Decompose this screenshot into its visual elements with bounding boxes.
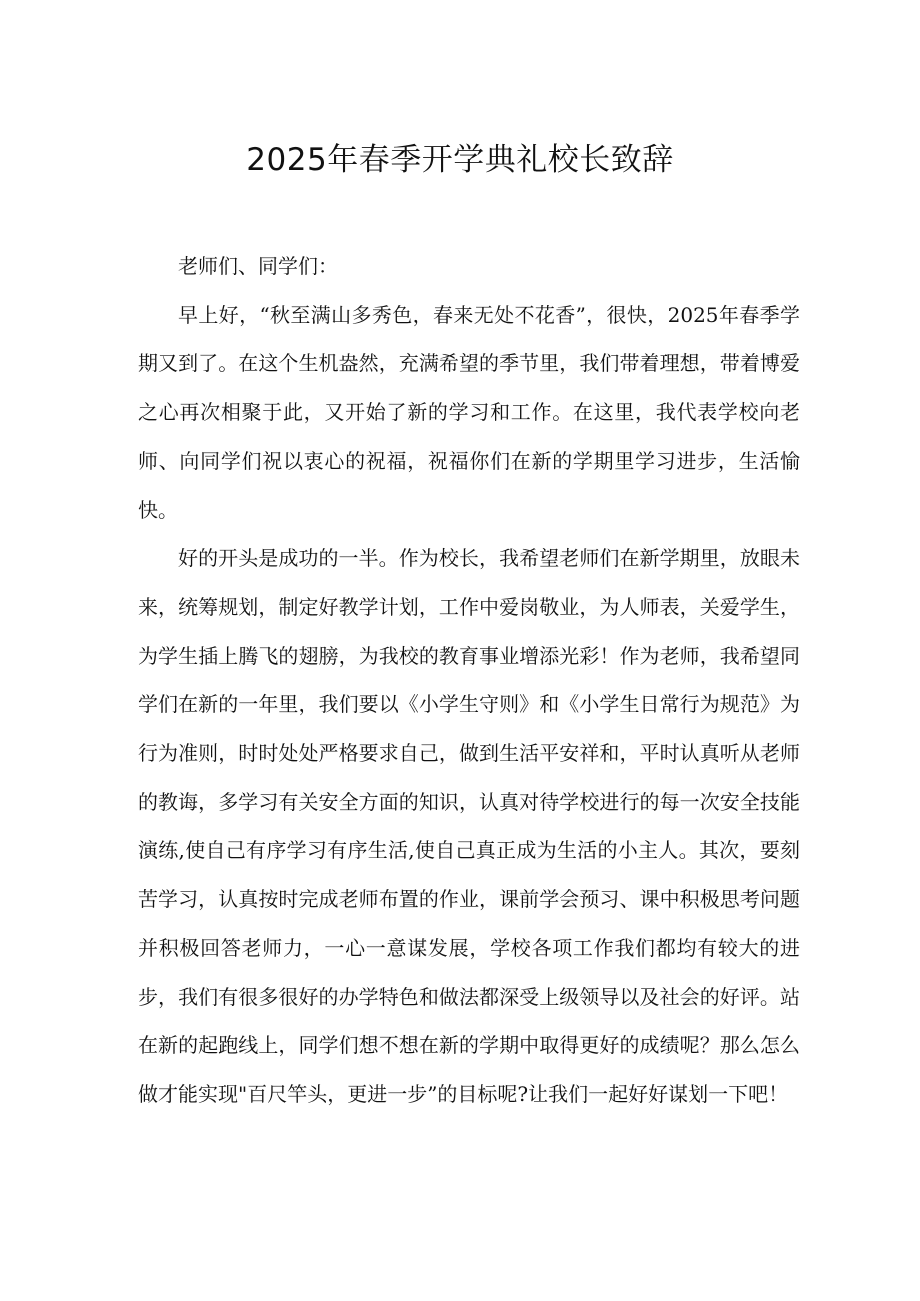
document-title: 2025年春季开学典礼校长致辞 <box>246 142 674 178</box>
salutation-paragraph: 老师们、同学们： <box>178 254 338 278</box>
expectations-paragraph: 好的开头是成功的一半。作为校长，我希望老师们在新学期里，放眼未来，统筹规划，制定好教学计划，工作中爱岗敬业，为人师表，关爱学生，为学生插上腾飞的翅膀，为我校的教育事业增添光彩！作为老师，我希望同学们在新的一年里，我们要以《小学生守则》和《小学生日常行为规范》为行为准则，时时处处严格要求自己，做到生活平安祥和，平时认真听从老师的教诲，多学习有关安全方面的知识，认真对待学校进行的每一次安全技能演练,使自己有序学习有序生活,使自己真正成为生活的小主人。其次，要刻苦学习，认真按时完成老师布置的作业，课前学会预习、课中积极思考问题并积极回答老师力，一心一意谋发展，学校各项工作我们都均有较大的进步，我们有很多很好的办学特色和做法都深受上级领导以及社会的好评。站在新的起跑线上，同学们想不想在新的学期中取得更好的成绩呢？那么怎么做才能实现"百尺竿头，更进一步”的目标呢?让我们一起好好谋划一下吧！ <box>138 546 800 1106</box>
greeting-paragraph: 早上好，“秋至满山多秀色，春来无处不花香”，很快，2025年春季学期又到了。在这个生机盎然，充满希望的季节里，我们带着理想，带着博爱之心再次相聚于此，又开始了新的学习和工作。在这里，我代表学校向老师、向同学们祝以衷心的祝福，祝福你们在新的学期里学习进步，生活愉快。 <box>138 302 800 522</box>
document-body <box>138 242 800 1119</box>
